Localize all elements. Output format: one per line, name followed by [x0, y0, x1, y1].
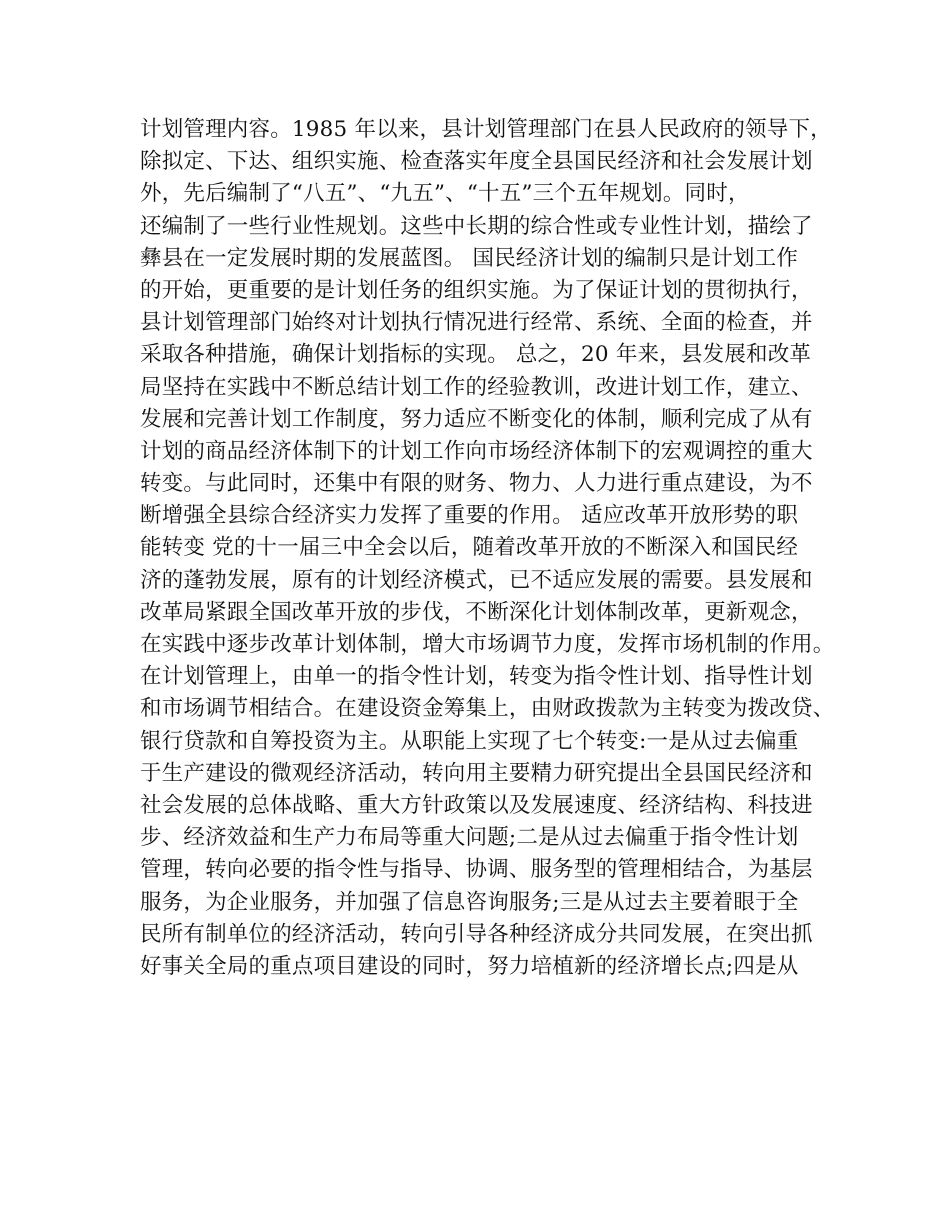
text-line: 于生产建设的微观经济活动，转向用主要精力研究提出全县国民经济和	[140, 760, 813, 786]
text-line: 彝县在一定发展时期的发展蓝图。 国民经济计划的编制只是计划工作	[140, 245, 799, 271]
text-line: 改革局紧跟全国改革开放的步伐，不断深化计划体制改革，更新观念，	[140, 599, 813, 625]
text-line: 外，先后编制了“八五”、“九五”、“十五”三个五年规划。同时，	[140, 181, 750, 207]
text-line: 的开始，更重要的是计划任务的组织实施。为了保证计划的贯彻执行，	[140, 277, 813, 303]
text-line: 局坚持在实践中不断总结计划工作的经验教训，改进计划工作，建立、	[140, 374, 813, 400]
text-line: 转变。与此同时，还集中有限的财务、物力、人力进行重点建设，为不	[140, 471, 813, 497]
text-line: 断增强全县综合经济实力发挥了重要的作用。 适应改革开放形势的职	[140, 503, 799, 529]
text-line: 民所有制单位的经济活动，转向引导各种经济成分共同发展，在突出抓	[140, 921, 813, 947]
text-line: 发展和完善计划工作制度，努力适应不断变化的体制，顺利完成了从有	[140, 406, 813, 432]
text-line: 计划管理内容。1985 年以来，县计划管理部门在县人民政府的领导下，	[140, 117, 832, 142]
text-line: 县计划管理部门始终对计划执行情况进行经常、系统、全面的检查，并	[140, 310, 813, 336]
text-line: 计划的商品经济体制下的计划工作向市场经济体制下的宏观调控的重大	[140, 438, 813, 464]
text-line: 除拟定、下达、组织实施、检查落实年度全县国民经济和社会发展计划	[140, 149, 813, 175]
text-line: 在计划管理上，由单一的指令性计划，转变为指令性计划、指导性计划	[140, 664, 813, 690]
text-line: 还编制了一些行业性规划。这些中长期的综合性或专业性计划，描绘了	[140, 213, 813, 239]
text-line: 好事关全局的重点项目建设的同时，努力培植新的经济增长点;四是从	[140, 953, 799, 979]
text-line: 在实践中逐步改革计划体制，增大市场调节力度，发挥市场机制的作用。	[140, 632, 835, 657]
text-line: 社会发展的总体战略、重大方针政策以及发展速度、经济结构、科技进	[140, 792, 813, 818]
text-line: 采取各种措施，确保计划指标的实现。 总之，20 年来，县发展和改革	[140, 342, 812, 368]
text-line: 和市场调节相结合。在建设资金筹集上，由财政拨款为主转变为拨改贷、	[140, 696, 835, 722]
text-line: 银行贷款和自筹投资为主。从职能上实现了七个转变:一是从过去偏重	[140, 728, 799, 754]
text-line: 步、经济效益和生产力布局等重大问题;二是从过去偏重于指令性计划	[140, 825, 799, 851]
text-line: 济的蓬勃发展，原有的计划经济模式，已不适应发展的需要。县发展和	[140, 567, 813, 593]
document-body-text	[140, 114, 840, 983]
text-line: 管理，转向必要的指令性与指导、协调、服务型的管理相结合，为基层	[140, 857, 813, 883]
text-line: 能转变 党的十一届三中全会以后，随着改革开放的不断深入和国民经	[140, 535, 799, 561]
text-line: 服务，为企业服务，并加强了信息咨询服务;三是从过去主要着眼于全	[140, 889, 799, 915]
